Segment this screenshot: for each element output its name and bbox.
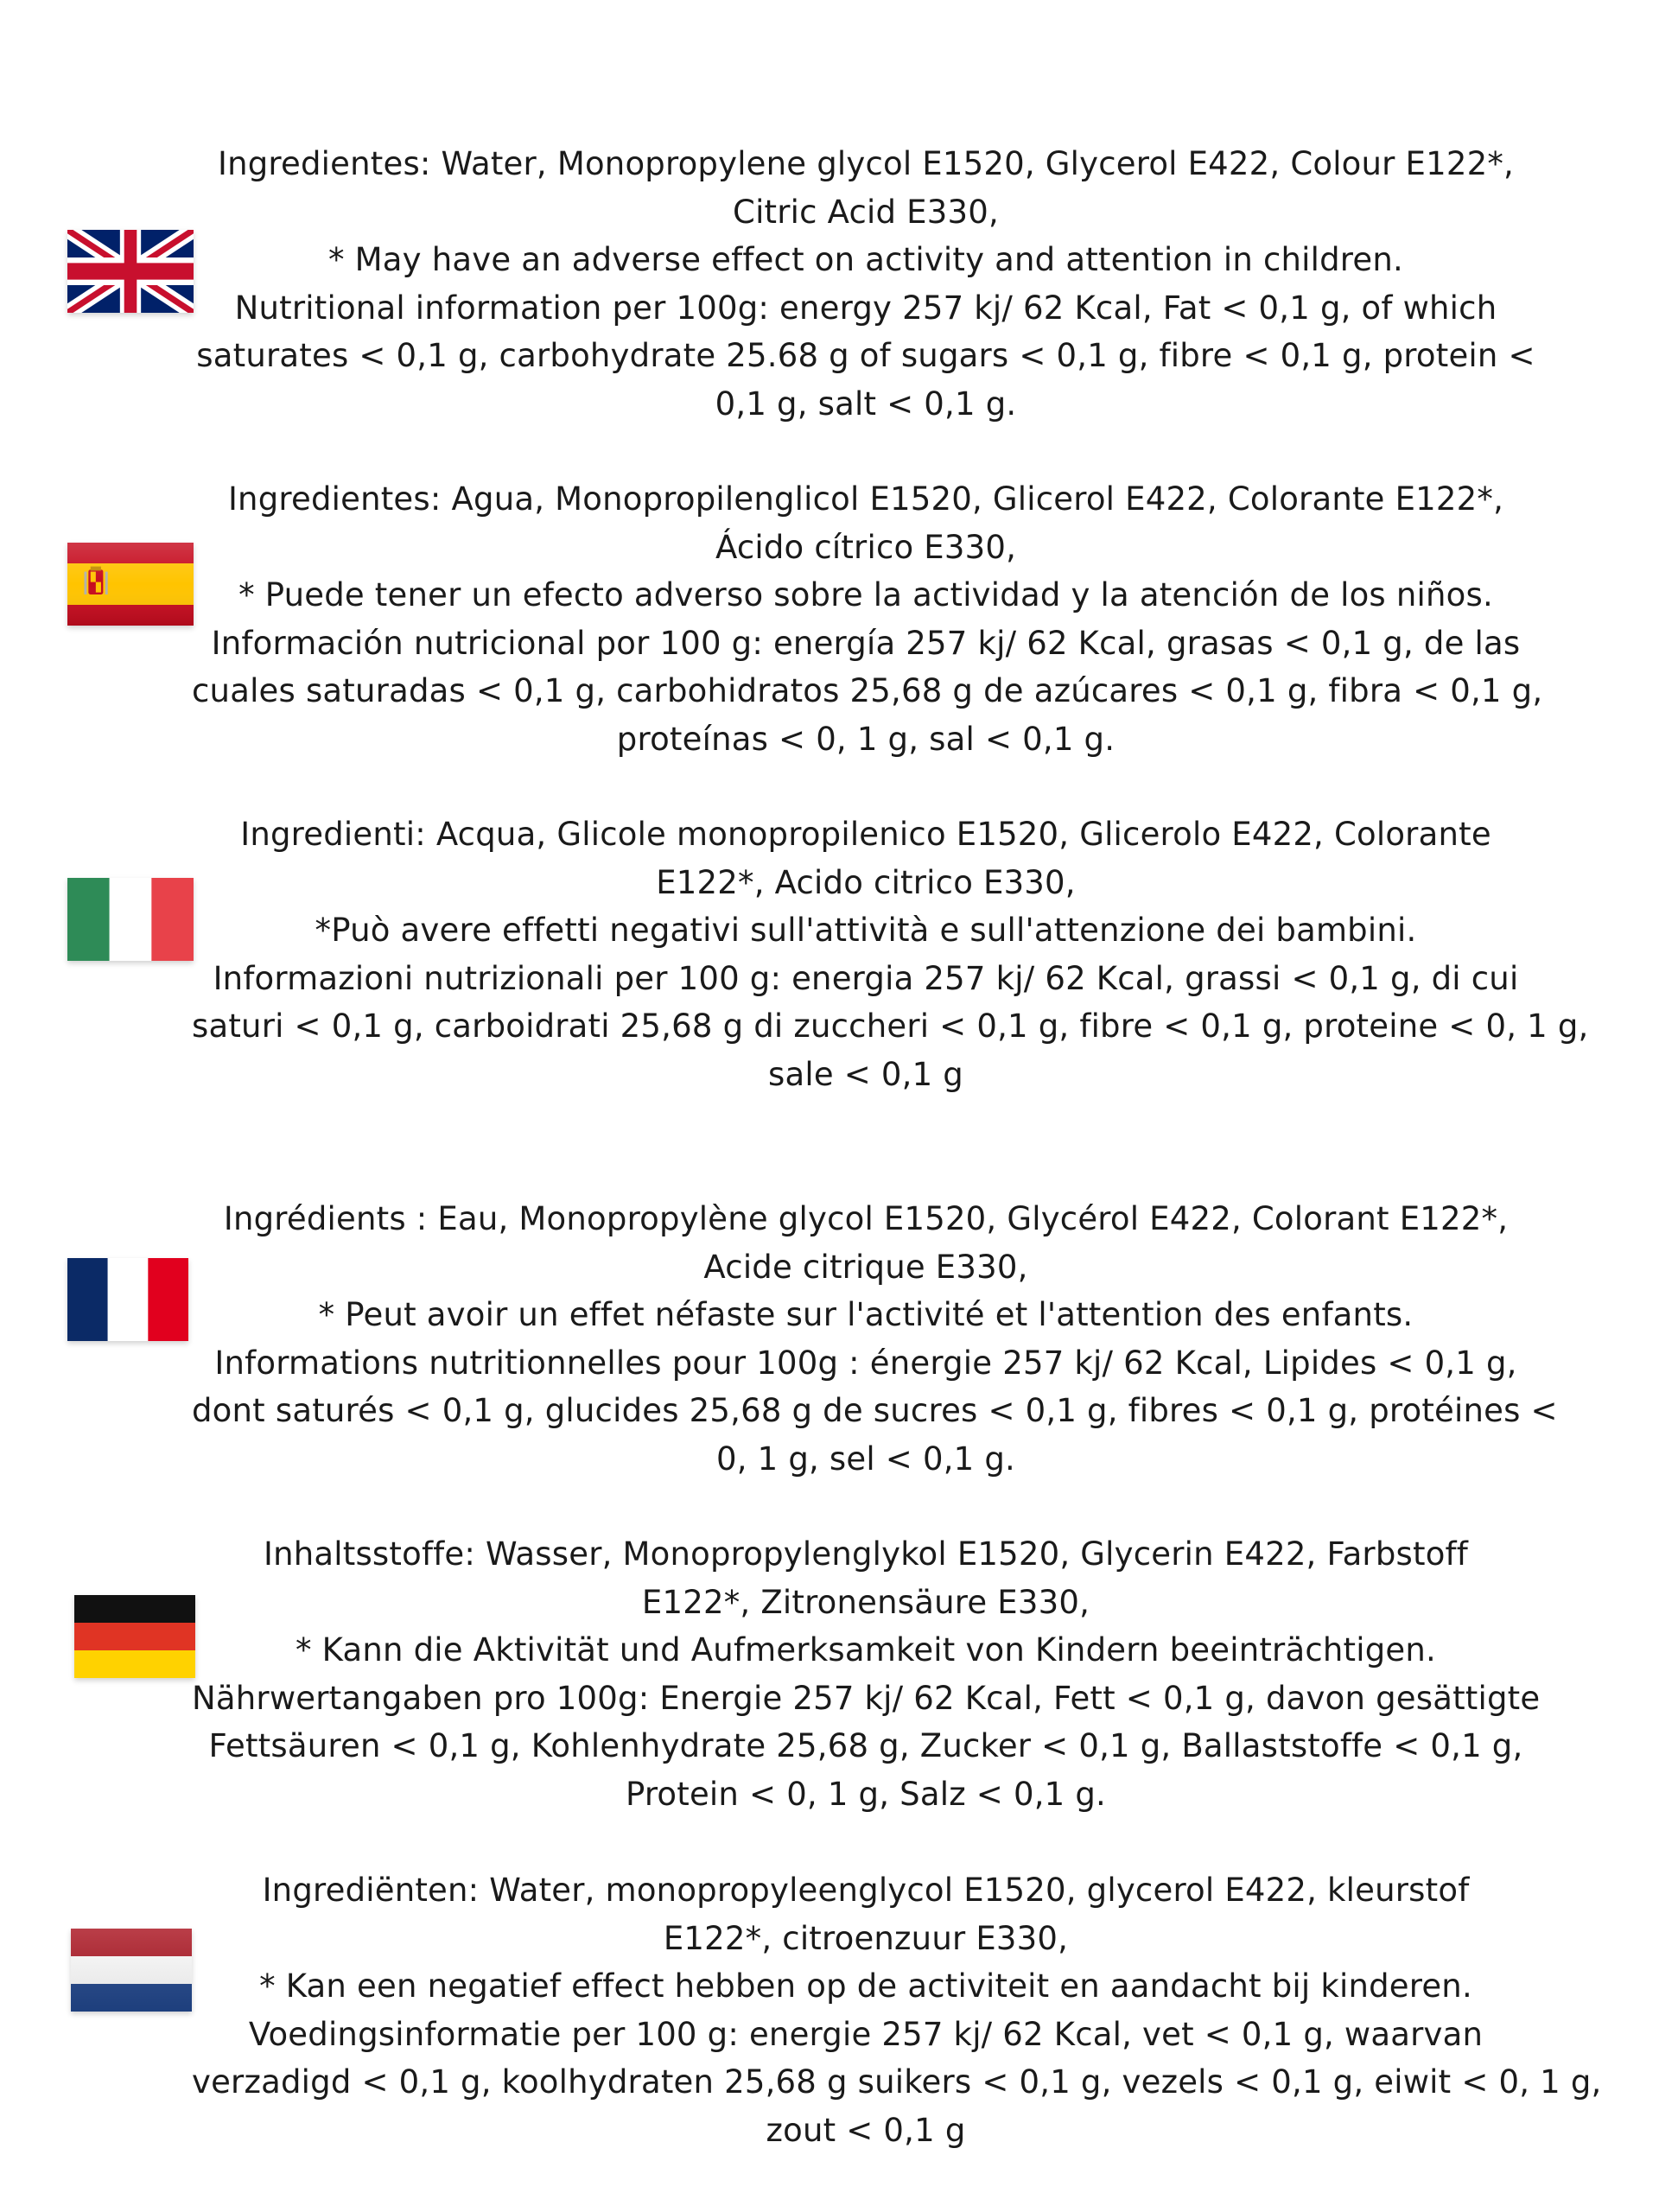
text-line: Citric Acid E330, xyxy=(733,193,999,231)
text-line: *Può avere effetti negativi sull'attività e sull'attenzione dei bambini. xyxy=(315,912,1417,949)
spain-flag-icon xyxy=(67,543,194,626)
text-line: 0, 1 g, sel < 0,1 g. xyxy=(715,1440,1016,1478)
text-line: Fettsäuren < 0,1 g, Kohlenhydrate 25,68 g, Zucker < 0,1 g, Ballaststoffe < 0,1 g, xyxy=(208,1727,1523,1764)
text-line: Inhaltsstoffe: Wasser, Monopropylenglykol E1520, Glycerin E422, Farbstoff xyxy=(263,1535,1469,1573)
text-line: zout < 0,1 g xyxy=(766,2111,966,2149)
ingredients-text-spanish xyxy=(192,475,1543,763)
text-line: Nutritional information per 100g: energy 257 kj/ 62 Kcal, Fat < 0,1 g, of which xyxy=(234,289,1497,327)
ingredients-text-german xyxy=(192,1530,1540,1818)
text-line: Ingredientes: Water, Monopropylene glycol E1520, Glycerol E422, Colour E122*, xyxy=(217,145,1514,182)
text-line: sale < 0,1 g xyxy=(767,1055,963,1093)
text-line: Información nutricional por 100 g: energía 257 kj/ 62 Kcal, grasas < 0,1 g, de las xyxy=(211,624,1521,662)
text-line: * May have an adverse effect on activity and attention in children. xyxy=(328,241,1403,278)
text-line: Ingredientes: Agua, Monopropilenglicol E1520, Glicerol E422, Colorante E122*, xyxy=(227,480,1504,518)
ingredients-text-italian xyxy=(192,810,1589,1098)
text-line: dont saturés < 0,1 g, glucides 25,68 g de sucres < 0,1 g, fibres < 0,1 g, protéines < xyxy=(192,1392,1558,1429)
france-flag-icon xyxy=(67,1258,188,1341)
ingredients-text-dutch xyxy=(192,1866,1602,2154)
text-line: saturi < 0,1 g, carboidrati 25,68 g di zuccheri < 0,1 g, fibre < 0,1 g, proteine < 0, 1 g, xyxy=(192,1007,1589,1045)
text-line: Ingredienti: Acqua, Glicole monopropilenico E1520, Glicerolo E422, Colorante xyxy=(240,816,1491,853)
text-line: Ingrediënten: Water, monopropyleenglycol E1520, glycerol E422, kleurstof xyxy=(262,1872,1470,1909)
netherlands-flag-icon xyxy=(71,1929,192,2012)
text-line: Protein < 0, 1 g, Salz < 0,1 g. xyxy=(625,1775,1107,1813)
text-line: Nährwertangaben pro 100g: Energie 257 kj/ 62 Kcal, Fett < 0,1 g, davon gesättigte xyxy=(192,1679,1541,1717)
text-line: Informazioni nutrizionali per 100 g: energia 257 kj/ 62 Kcal, grassi < 0,1 g, di cui xyxy=(213,959,1519,997)
text-line: * Kan een negatief effect hebben op de activiteit en aandacht bij kinderen. xyxy=(259,1967,1472,2005)
text-line: * Puede tener un efecto adverso sobre la actividad y la atención de los niños. xyxy=(238,576,1493,613)
text-line: Acide citrique E330, xyxy=(703,1248,1028,1286)
text-line: E122*, Acido citrico E330, xyxy=(656,863,1076,901)
text-line: 0,1 g, salt < 0,1 g. xyxy=(715,385,1017,423)
uk-flag-icon xyxy=(67,230,194,313)
text-line: cuales saturadas < 0,1 g, carbohidratos 25,68 g de azúcares < 0,1 g, fibra < 0,1 g, xyxy=(192,672,1543,709)
text-line: proteínas < 0, 1 g, sal < 0,1 g. xyxy=(616,720,1116,758)
text-line: * Kann die Aktivität und Aufmerksamkeit von Kindern beeinträchtigen. xyxy=(296,1631,1436,1669)
text-line: Ingrédients : Eau, Monopropylène glycol E1520, Glycérol E422, Colorant E122*, xyxy=(223,1200,1509,1237)
text-line: Ácido cítrico E330, xyxy=(715,528,1017,566)
ingredients-text-french xyxy=(192,1195,1558,1483)
text-line: Informations nutritionnelles pour 100g : énergie 257 kj/ 62 Kcal, Lipides < 0,1 g, xyxy=(214,1344,1517,1382)
text-line: * Peut avoir un effet néfaste sur l'activité et l'attention des enfants. xyxy=(318,1296,1414,1333)
ingredients-text-english xyxy=(192,140,1540,428)
text-line: verzadigd < 0,1 g, koolhydraten 25,68 g suikers < 0,1 g, vezels < 0,1 g, eiwit < 0, 1 g, xyxy=(192,2063,1602,2101)
text-line: Voedingsinformatie per 100 g: energie 257 kj/ 62 Kcal, vet < 0,1 g, waarvan xyxy=(248,2015,1484,2053)
text-line: E122*, Zitronensäure E330, xyxy=(641,1583,1090,1621)
italy-flag-icon xyxy=(67,878,194,961)
germany-flag-icon xyxy=(74,1595,195,1678)
text-line: saturates < 0,1 g, carbohydrate 25.68 g of sugars < 0,1 g, fibre < 0,1 g, protein < xyxy=(196,337,1535,374)
text-line: E122*, citroenzuur E330, xyxy=(663,1919,1069,1957)
